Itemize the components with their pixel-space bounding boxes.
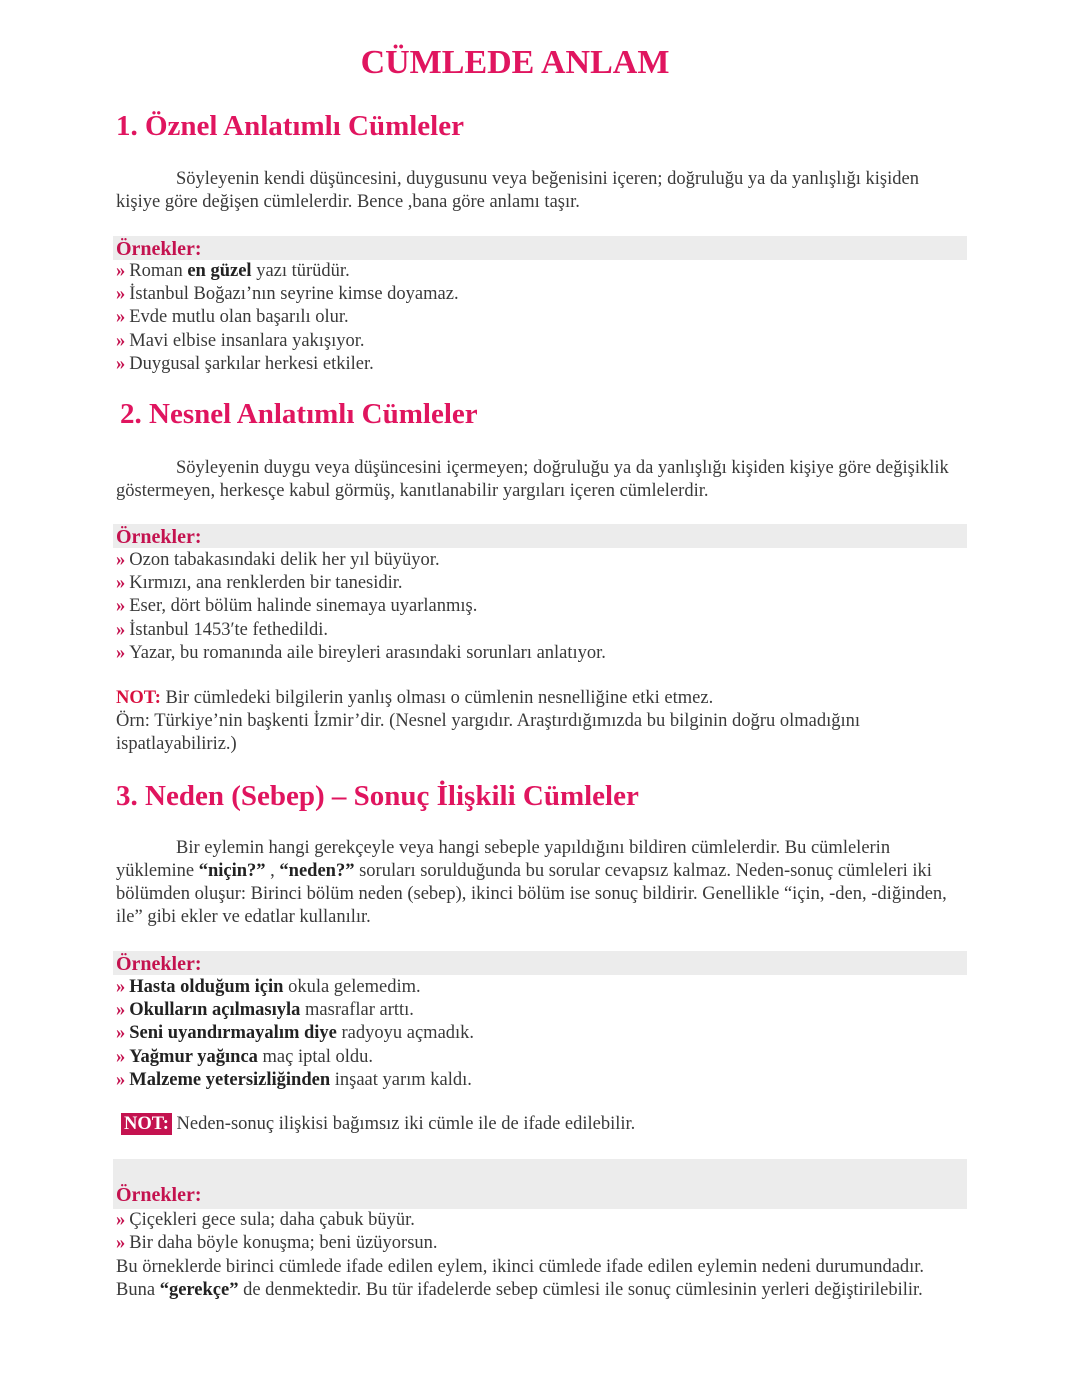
list-item: » Hasta olduğum için okula gelemedim. bbox=[116, 977, 421, 997]
arrow-icon: » bbox=[116, 1046, 126, 1067]
arrow-icon: » bbox=[116, 977, 126, 997]
arrow-icon: » bbox=[116, 1000, 126, 1021]
section-3-heading: 3. Neden (Sebep) – Sonuç İlişkili Cümleler bbox=[116, 780, 639, 812]
list-item: » Okulların açılmasıyla masraflar arttı. bbox=[116, 1000, 414, 1021]
section-1-examples-list bbox=[116, 260, 459, 376]
section-2-examples-label: Örnekler: bbox=[113, 524, 967, 548]
section-1-heading: 1. Öznel Anlatımlı Cümleler bbox=[116, 110, 464, 142]
section-3-examples2-label: Örnekler: bbox=[113, 1159, 967, 1209]
list-item: » Çiçekleri gece sula; daha çabuk büyür. bbox=[116, 1210, 415, 1230]
section-1-examples-label: Örnekler: bbox=[113, 236, 967, 260]
section-1-paragraph: Söyleyenin kendi düşüncesini, duygusunu veya beğenisini içeren; doğruluğu ya da yanlışlığı kişiden kişiye göre değişen cümlelerdir. Bence ,bana göre anlamı taşır. bbox=[116, 169, 919, 212]
section-3-examples2-list bbox=[116, 1209, 438, 1255]
list-item: » Malzeme yetersizliğinden inşaat yarım kaldı. bbox=[116, 1069, 472, 1090]
note-label: NOT: bbox=[116, 688, 161, 708]
list-item: » İstanbul 1453′te fethedildi. bbox=[116, 619, 329, 640]
section-3-examples-list bbox=[116, 976, 474, 1092]
section-2-examples-list bbox=[116, 549, 606, 665]
section-3-closing-paragraph: Bu örneklerde birinci cümlede ifade edilen eylem, ikinci cümlede ifade edilen eylemin nedeni durumundadır. Buna “gerekçe” de denmektedir. Bu tür ifadelerde sebep cümlesi ile sonuç cümlesinin yerleri değiştirilebilir. bbox=[116, 1257, 925, 1300]
arrow-icon: » bbox=[116, 1233, 126, 1254]
note-label: NOT: bbox=[121, 1113, 172, 1135]
arrow-icon: » bbox=[116, 353, 126, 374]
list-item: » Seni uyandırmayalım diye radyoyu açmadık. bbox=[116, 1023, 475, 1044]
list-item: » Yağmur yağınca maç iptal oldu. bbox=[116, 1046, 373, 1067]
list-item: » Yazar, bu romanında aile bireyleri arasındaki sorunları anlatıyor. bbox=[116, 642, 606, 663]
list-item: » Ozon tabakasındaki delik her yıl büyüyor. bbox=[116, 550, 440, 570]
arrow-icon: » bbox=[116, 550, 126, 570]
list-item: » İstanbul Boğazı’nın seyrine kimse doyamaz. bbox=[116, 284, 459, 305]
list-item: » Roman en güzel yazı türüdür. bbox=[116, 261, 350, 281]
list-item: » Eser, dört bölüm halinde sinemaya uyarlanmış. bbox=[116, 596, 478, 617]
list-item: » Kırmızı, ana renklerden bir tanesidir. bbox=[116, 573, 403, 594]
list-item: » Duygusal şarkılar herkesi etkiler. bbox=[116, 353, 374, 374]
section-2-note: NOT: Bir cümledeki bilgilerin yanlış olması o cümlenin nesnelliğine etki etmez. bbox=[116, 688, 714, 708]
arrow-icon: » bbox=[116, 261, 126, 281]
arrow-icon: » bbox=[116, 596, 126, 617]
section-2-paragraph: Söyleyenin duygu veya düşüncesini içermeyen; doğruluğu ya da yanlışlığı kişiden kişiye göre değişiklik göstermeyen, herkesçe kabul görmüş, kanıtlanabilir yargıları içeren cümlelerdir. bbox=[116, 458, 949, 501]
arrow-icon: » bbox=[116, 1210, 126, 1230]
arrow-icon: » bbox=[116, 1023, 126, 1044]
section-3-examples-label: Örnekler: bbox=[113, 951, 967, 975]
arrow-icon: » bbox=[116, 330, 126, 351]
list-item: » Mavi elbise insanlara yakışıyor. bbox=[116, 330, 365, 351]
section-2-heading: 2. Nesnel Anlatımlı Cümleler bbox=[120, 398, 478, 430]
list-item: » Bir daha böyle konuşma; beni üzüyorsun. bbox=[116, 1233, 438, 1254]
arrow-icon: » bbox=[116, 307, 126, 328]
arrow-icon: » bbox=[116, 619, 126, 640]
arrow-icon: » bbox=[116, 642, 126, 663]
arrow-icon: » bbox=[116, 284, 126, 305]
page-title: CÜMLEDE ANLAM bbox=[360, 44, 670, 81]
section-2-note-example: Örn: Türkiye’nin başkenti İzmir’dir. (Nesnel yargıdır. Araştırdığımızda bu bilginin doğru olmadığını ispatlayabiliriz.) bbox=[116, 711, 860, 754]
section-3-paragraph: Bir eylemin hangi gerekçeyle veya hangi sebeple yapıldığını bildiren cümlelerdir. Bu cümlelerin yüklemine “niçin?” , “neden?” soruları sorulduğunda bu sorular cevapsız kalmaz. Neden-sonuç cümleleri iki bölümden oluşur: Birinci bölüm neden (sebep), ikinci bölüm ise sonuç bildirir. Genellikle “için, -den, -diğinden, ile” gibi ekler ve edatlar kullanılır. bbox=[116, 838, 947, 927]
arrow-icon: » bbox=[116, 573, 126, 594]
arrow-icon: » bbox=[116, 1069, 126, 1090]
list-item: » Evde mutlu olan başarılı olur. bbox=[116, 307, 349, 328]
section-3-note: NOT: Neden-sonuç ilişkisi bağımsız iki cümle ile de ifade edilebilir. bbox=[121, 1113, 971, 1136]
